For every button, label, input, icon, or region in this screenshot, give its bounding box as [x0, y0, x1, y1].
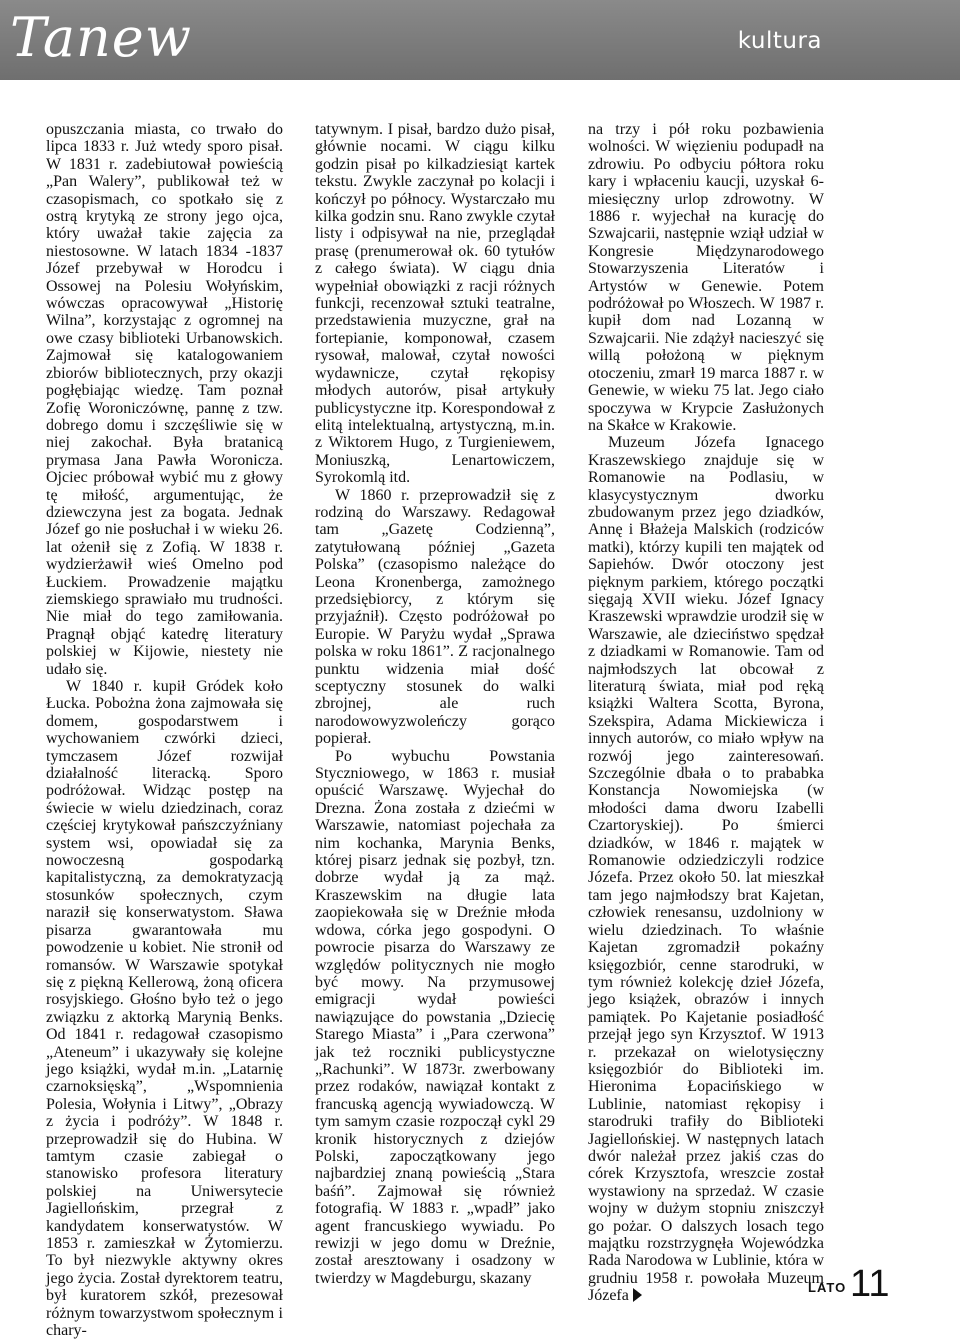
paragraph: na trzy i pół roku pozbawienia wolności. W więzieniu podupadł na zdrowiu. Po odbyciu półtora roku kary i wpłaceniu kaucji, uzyskał 6-miesięczny urlop zdrowotny. W 1886 r. wyjechał na kurację do Szwajcarii, następnie wziął udział w Kongresie Międzynarodowego Stowarzyszenia Literatów i Artystów w Genewie. Potem podróżował po Włoszech. W 1987 r. kupił dom nad Lozanną w Szwajcarii. Nie zdążył nacieszyć się willą położoną w pięknym otoczeniu, zmarł 19 marca 1887 r. w Genewie, w wieku 75 lat. Jego ciało spoczywa w Krypcie Zasłużonych na Skałce w Krakowie. [588, 121, 824, 434]
section-label: kultura [737, 28, 822, 54]
continue-arrow-icon [633, 1288, 642, 1302]
paragraph: W 1860 r. przeprowadził się z rodziną do Warszawy. Redagował tam „Gazetę Codzienną”, zatytułowaną później „Gazeta Polska” (czasopismo należące do Leona Kronenberga, zamożnego przedsiębiorcy, z którym się przyjaźnił). Często podróżował po Europie. W Paryżu wydał „Sprawa polska w roku 1861”. Z racjonalnego punktu widzenia miał dość sceptyczny stosunek do walki zbrojnej, ale ruch narodowowyzwoleńczy gorąco popierał. [315, 486, 555, 748]
article-column-2 [315, 121, 555, 1287]
issue-label: LATO [808, 1280, 847, 1295]
paragraph: Po wybuchu Powstania Styczniowego, w 1863 r. musiał opuścić Warszawę. Wyjechał do Drezna. Żona została z dziećmi w Warszawie, natomiast pojechała za nim kochanka, Marynia Benks, której pisarz jednak się pozbył, tzn. dobrze wydał ją za mąż. Kraszewskim na długie lata zaopiekowała się w Dreźnie młoda wdowa, córka jego gospodyni. O powrocie pisarza do Warszawy ze względów politycznych nie mogło być mowy. Na przymusowej emigracji wydał powieści nawiązujące do powstania „Dziecię Starego Miasta” i „Para czerwona” jak też roczniki publicystyczne „Rachunki”. W 1873r. zwerbowany przez rodaków, nawiązał kontakt z francuską agencją wywiadowczą. W tym samym czasie rozpoczął cykl 29 kronik historycznych z dziejów Polski, zapoczątkowany jego najbardziej znaną powieścią „Stara baśń”. Zajmował się również fotografią. W 1883 r. „wpadł” jako agent francuskiego wywiadu. Po rewizji w jego domu w Dreźnie, został aresztowany i osadzony w twierdzy w Magdeburgu, skazany [315, 747, 555, 1287]
paragraph: W 1840 r. kupił Gródek koło Łucka. Pobożna żona zajmowała się domem, gospodarstwem i wychowaniem czwórki dzieci, tymczasem Józef rozwijał działalność literacką. Sporo podróżował. Widząc postęp na świecie w wielu dziedzinach, coraz częściej krytykował pańszczyźniany system wsi, opowiadał się za nowoczesną gospodarką kapitalistyczną, za demokratyzacją stosunków społecznych, czym naraził się konserwatystom. Sława pisarza gwarantowała mu powodzenie u kobiet. Nie stronił od romansów. W Warszawie spotykał się z piękną Kellerową, żoną oficera rosyjskiego. Głośno było też o jego związku z aktorką Marynią Benks. Od 1841 r. redagował czasopismo „Ateneum” i ukazywały się kolejne jego książki, wydał m.in. „Latarnię czarnoksięską”, „Wspomnienia Polesia, Wołynia i Litwy”, „Obrazy z życia i podróży”. W 1848 r. przeprowadził się do Hubina. W tamtym czasie zabiegał o stanowisko profesora literatury polskiej na Uniwersytecie Jagiellońskim, przegrał z kandydatem konserwatystów. W 1853 r. zamieszkał w Żytomierzu. To był niezwykle aktywny okres jego życia. Został dyrektorem teatru, był kuratorem szkół, prezesował różnym towarzystwom społecznym i chary- [46, 678, 283, 1339]
paragraph: tatywnym. I pisał, bardzo dużo pisał, głównie nocami. W ciągu kilku godzin pisał po kilkadziesiąt kartek tekstu. Zwykle zaczynał po kolacji i kończył po północy. Wystarczało mu kilka godzin snu. Rano zwykle czytał listy i odpisywał na nie, przeglądał prasę (prenumerował ok. 60 tytułów z całego świata). W ciągu dnia wypełniał obowiązki z racji różnych funkcji, recenzował sztuki teatralne, przedstawienia muzyczne, grał na fortepianie, komponował, czasem rysował, malował, czytał nowości wydawnicze, czytał rękopisy młodych autorów, pisał artykuły publicystyczne itp. Korespondował z elitą intelektualną, artystyczną, m.in. z Wiktorem Hugo, z Turgieniewem, Moniuszką, Lenartowiczem, Syrokomlą itd. [315, 121, 555, 487]
article-column-1 [46, 121, 283, 1339]
magazine-logo: Tanew [10, 6, 192, 69]
page-number: 11 [850, 1263, 890, 1305]
paragraph: opuszczania miasta, co trwało do lipca 1833 r. Już wtedy sporo pisał. W 1831 r. zadebiutował powieścią „Pan Walery”, publikował też w czasopismach, co spotkało się z ostrą krytyką ze strony jego ojca, który uważał takie zajęcia za niestosowne. W latach 1834 -1837 Józef przebywał w Horodcu i Ossowej na Polesiu Wołyńskim, wówczas opracowywał „Historię Wilna”, korzystając z ogromnej na owe czasy biblioteki Urbanowskich. Zajmował się katalogowaniem zbiorów bibliotecznych, przy okazji pogłębiając wiedzę. Tam poznał Zofię Woroniczównę, pannę z tzw. dobrego domu i szczęśliwie się w niej zakochał. Była bratanicą prymasa Jana Pawła Woronicza. Ojciec próbował wybić mu z głowy tę miłość, argumentując, że dziewczyna jest za bogata. Jednak Józef go nie posłuchał i w wieku 26. lat ożenił się z Zofią. W 1838 r. wydzierżawił wieś Omelno pod Łuckiem. Prowadzenie majątku ziemskiego sprawiało mu trudności. Nie miał do tego zamiłowania. Pragnął objąć katedrę literatury polskiej w Kijowie, niestety nie udało się. [46, 121, 283, 678]
header-bar [0, 0, 960, 80]
article-column-3 [588, 121, 824, 1305]
paragraph [588, 434, 824, 1304]
paragraph-text: Muzeum Józefa Ignacego Kraszewskiego znajduje się w Romanowie na Podlasiu, w klasycystycznym dworku zbudowanym przez jego dziadków, Annę i Błażeja Malskich (rodziców matki), którzy kupili ten majątek od Sapiehów. Dwór otoczony jest pięknym parkiem, którego początki sięgają XVII wieku. Józef Ignacy Kraszewski wprawdzie urodził się w Warszawie, ale dzieciństwo spędzał z dziadkami w Romanowie. Tam od najmłodszych lat obcował z literaturą świata, miał pod ręką książki Waltera Scotta, Byrona, Szekspira, Adama Mickiewicza i innych autorów, co miało wpływ na rozwój jego zainteresowań. Szczególnie dbała o to prababka Konstancja Nowomiejska (w młodości dama dworu Izabelli Czartoryskiej). Po śmierci dziadków, w 1846 r. majątek w Romanowie odziedziczyli rodzice Józefa. Przez około 50. lat mieszkał tam jego najmłodszy brat Kajetan, człowiek renesansu, uzdolniony w wielu dziedzinach. To właśnie Kajetan zgromadził pokaźny księgozbiór, cenne starodruki, w tym również kolekcję dzieł Józefa, jego książek, obrazów i innych pamiątek. Po Kajetanie posiadłość przejął jego syn Krzysztof. W 1913 r. przekazał on wielotysięczny księgozbiór do Biblioteki im. Hieronima Łopacińskiego w Lublinie, natomiast rękopisy i starodruki trafiły do Biblioteki Jagiellońskiej. W następnych latach dwór należał przez jakiś czas do córek Krzysztofa, wreszcie został wystawiony na sprzedaż. W czasie wojny w dużym stopniu zniszczył go pożar. O dalszych losach tego majątku rozstrzygnęła Wojewódzka Rada Narodowa w Lublinie, która w grudniu 1958 r. powołała Muzeum Józefa [588, 434, 824, 1305]
